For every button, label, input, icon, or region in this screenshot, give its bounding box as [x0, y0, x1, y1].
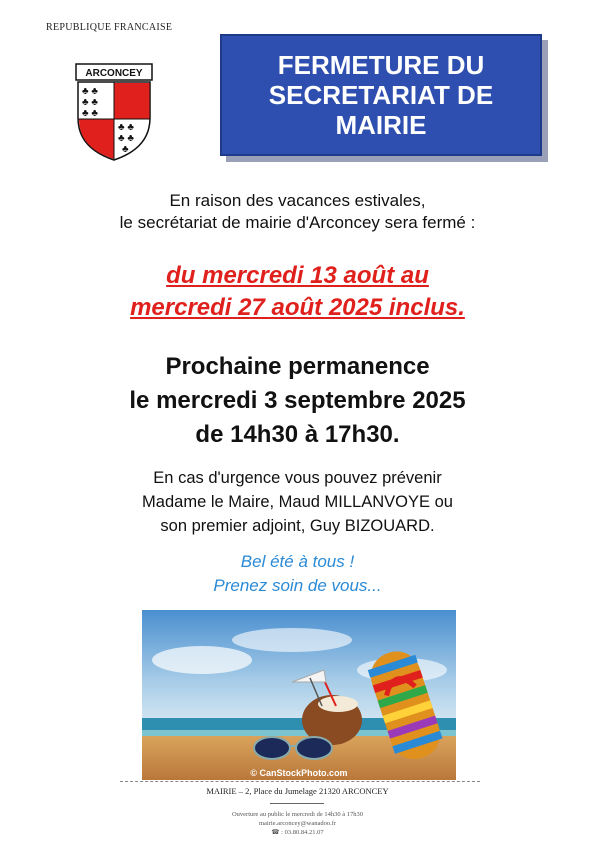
closing-wishes — [0, 550, 595, 598]
title-box — [220, 34, 542, 156]
footer-email: mairie.arconcey@wanadoo.fr — [258, 820, 337, 827]
urgence-line-3: son premier adjoint, Guy BIZOUARD. — [160, 517, 435, 535]
beach-illustration — [142, 610, 456, 780]
permanence-line-2: le mercredi 3 septembre 2025 — [129, 387, 466, 414]
permanence-line-3: de 14h30 à 17h30. — [195, 421, 400, 448]
footer-divider — [120, 781, 480, 782]
republique-francaise-label: REPUBLIQUE FRANCAISE — [46, 22, 173, 33]
crest-label: ARCONCEY — [85, 68, 143, 79]
arconcey-crest-logo — [74, 62, 154, 162]
intro-line-1: En raison des vacances estivales, — [169, 191, 426, 210]
closing-line-2: Prenez soin de vous... — [213, 576, 382, 595]
urgence-line-1: En cas d'urgence vous pouvez prévenir — [153, 469, 442, 487]
beach-photo — [142, 610, 456, 780]
next-permanence — [0, 350, 595, 452]
svg-text:♣ ♣: ♣ ♣ — [82, 97, 98, 108]
emergency-contact — [0, 466, 595, 538]
title-line-1: FERMETURE DU — [277, 50, 485, 80]
svg-text:♣ ♣: ♣ ♣ — [82, 86, 98, 97]
svg-text:♣ ♣: ♣ ♣ — [82, 108, 98, 119]
svg-text:♣ ♣: ♣ ♣ — [118, 122, 134, 133]
title-line-3: MAIRIE — [335, 110, 427, 140]
urgence-line-2: Madame le Maire, Maud MILLANVOYE ou — [142, 493, 453, 511]
footer-rule — [270, 803, 324, 804]
intro-line-2: le secrétariat de mairie d'Arconcey sera fermé : — [119, 213, 476, 232]
footer-details — [0, 810, 595, 837]
footer-hours: Ouverture au public le mercredi de 14h30 à 17h30 — [231, 811, 364, 818]
photo-credit: © CanStockPhoto.com — [250, 768, 348, 778]
closure-dates — [0, 260, 595, 324]
intro-text — [0, 190, 595, 234]
svg-text:♣: ♣ — [122, 144, 129, 155]
svg-text:♣ ♣: ♣ ♣ — [118, 133, 134, 144]
title-line-2: SECRETARIAT DE — [268, 80, 494, 110]
dates-line-2: mercredi 27 août 2025 inclus. — [130, 294, 465, 321]
footer-phone: ☎ : 03.80.84.21.07 — [271, 829, 324, 836]
closing-line-1: Bel été à tous ! — [240, 552, 355, 571]
footer-address: MAIRIE – 2, Place du Jumelage 21320 ARCONCEY — [206, 786, 389, 796]
dates-line-1: du mercredi 13 août au — [166, 262, 429, 289]
permanence-line-1: Prochaine permanence — [165, 353, 430, 380]
